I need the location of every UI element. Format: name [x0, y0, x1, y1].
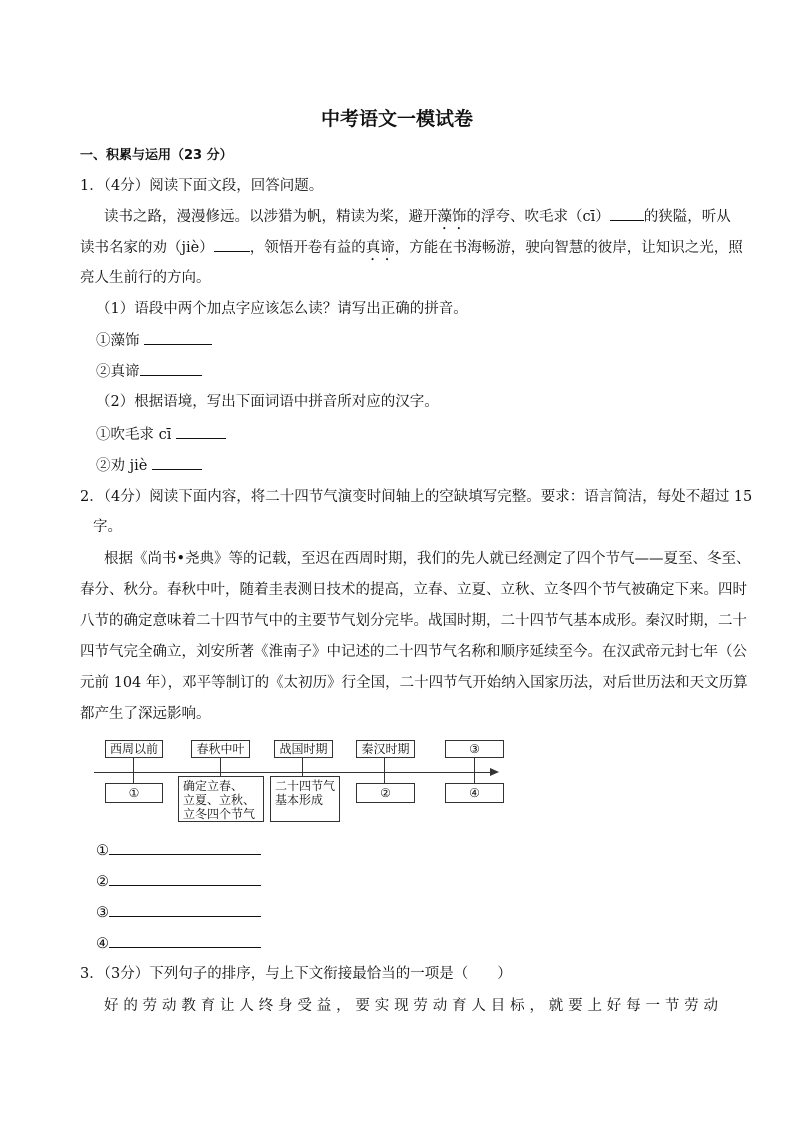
answer-blank[interactable] — [140, 361, 202, 376]
timeline-connector — [384, 756, 385, 783]
q1-subquestion-2: （2）根据语境，写出下面词语中拼音所对应的汉字。 — [96, 394, 439, 410]
timeline-connector — [474, 756, 475, 783]
q2-stem-line-1: 2．（4分）阅读下面内容，将二十四节气演变时间轴上的空缺填写完整。要求：语言简洁，每处不超过 15 — [80, 489, 753, 505]
q1-stem: 1．（4分）阅读下面文段，回答问题。 — [80, 178, 324, 194]
dotted-word-zhendi: 真谛 — [365, 240, 395, 256]
q2-passage-line-6: 都产生了深远影响。 — [80, 706, 211, 722]
timeline-period-blank-3: ③ — [445, 740, 504, 758]
q1-answer-3: ①吹毛求 cī — [96, 424, 226, 445]
blank-line — [610, 206, 644, 221]
timeline-period-xizhou: 西周以前 — [105, 740, 163, 758]
timeline-period-chunqiu: 春秋中叶 — [191, 740, 250, 758]
q1-passage-line-2: 读书名家的劝（jiè） ，领悟开卷有益的真谛，方能在书海畅游，驶向智慧的彼岸，让知识之光，照 — [80, 237, 743, 264]
q2-answer-3: ③ — [96, 902, 261, 921]
timeline-connector — [220, 756, 221, 776]
q2-answer-2: ② — [96, 871, 261, 890]
q1-passage-line-1: 读书之路，漫漫修远。以涉猎为帆，精读为桨，避开藻饰的浮夸、吹毛求（cī） 的狭隘，听从 — [104, 206, 731, 233]
timeline-event-blank-2: ② — [356, 783, 415, 803]
timeline-connector — [133, 756, 134, 783]
timeline-event-blank-1: ① — [105, 783, 163, 803]
dotted-word-zaoshi: 藻饰 — [437, 209, 467, 225]
blank-line — [214, 237, 250, 252]
answer-blank[interactable] — [109, 840, 261, 855]
timeline-arrow — [490, 768, 499, 776]
answer-blank[interactable] — [152, 455, 202, 470]
answer-blank[interactable] — [109, 902, 261, 917]
timeline-event-chunqiu: 确定立春、 立夏、立秋、 立冬四个节气 — [178, 776, 264, 822]
section-heading: 一、积累与运用（23 分） — [80, 148, 233, 163]
q1-subquestion-1: （1）语段中两个加点字应该怎么读？请写出正确的拼音。 — [96, 301, 468, 317]
q1-answer-2: ②真谛 — [96, 361, 202, 382]
timeline-period-qinhan: 秦汉时期 — [356, 740, 415, 758]
answer-blank[interactable] — [144, 330, 212, 345]
q2-passage-line-1: 根据《尚书•尧典》等的记载，至迟在西周时期，我们的先人就已经测定了四个节气——夏至、冬至、 — [104, 551, 751, 567]
q1-answer-4: ②劝 jiè — [96, 455, 202, 476]
timeline-event-zhanguo: 二十四节气 基本形成 — [270, 776, 340, 822]
answer-blank[interactable] — [176, 424, 226, 439]
q3-stem: 3．（3分）下列句子的排序，与上下文衔接最恰当的一项是（ ） — [80, 966, 512, 982]
timeline-connector — [302, 756, 303, 776]
answer-blank[interactable] — [109, 933, 261, 948]
q1-passage-line-3: 亮人生前行的方向。 — [80, 270, 211, 286]
q2-answer-4: ④ — [96, 933, 261, 952]
timeline-period-zhanguo: 战国时期 — [274, 740, 333, 758]
timeline-axis — [94, 772, 494, 773]
answer-blank[interactable] — [109, 871, 261, 886]
q2-passage-line-2: 春分、秋分。春秋中叶，随着圭表测日技术的提高，立春、立夏、立秋、立冬四个节气被确定下来。四时 — [80, 582, 747, 598]
q3-passage-line-1: 好的劳动教育让人终身受益，要实现劳动育人目标，就要上好每一节劳动 — [104, 998, 718, 1014]
q2-passage-line-5: 元前 104 年），邓平等制订的《太初历》行全国，二十四节气开始纳入国家历法，对后世历法和天文历算 — [80, 675, 748, 691]
q2-passage-line-3: 八节的确定意味着二十四节气中的主要节气划分完毕。战国时期，二十四节气基本成形。秦汉时期，二十 — [80, 613, 747, 629]
page-title: 中考语文一模试卷 — [320, 108, 473, 130]
q2-stem-line-2: 字。 — [93, 519, 122, 535]
q2-answer-1: ① — [96, 840, 261, 859]
timeline-event-blank-4: ④ — [445, 783, 504, 803]
q2-passage-line-4: 四节气完全确立，刘安所著《淮南子》中记述的二十四节气名称和顺序延续至今。在汉武帝元封七年（公 — [80, 644, 747, 660]
q1-answer-1: ①藻饰 — [96, 330, 212, 351]
